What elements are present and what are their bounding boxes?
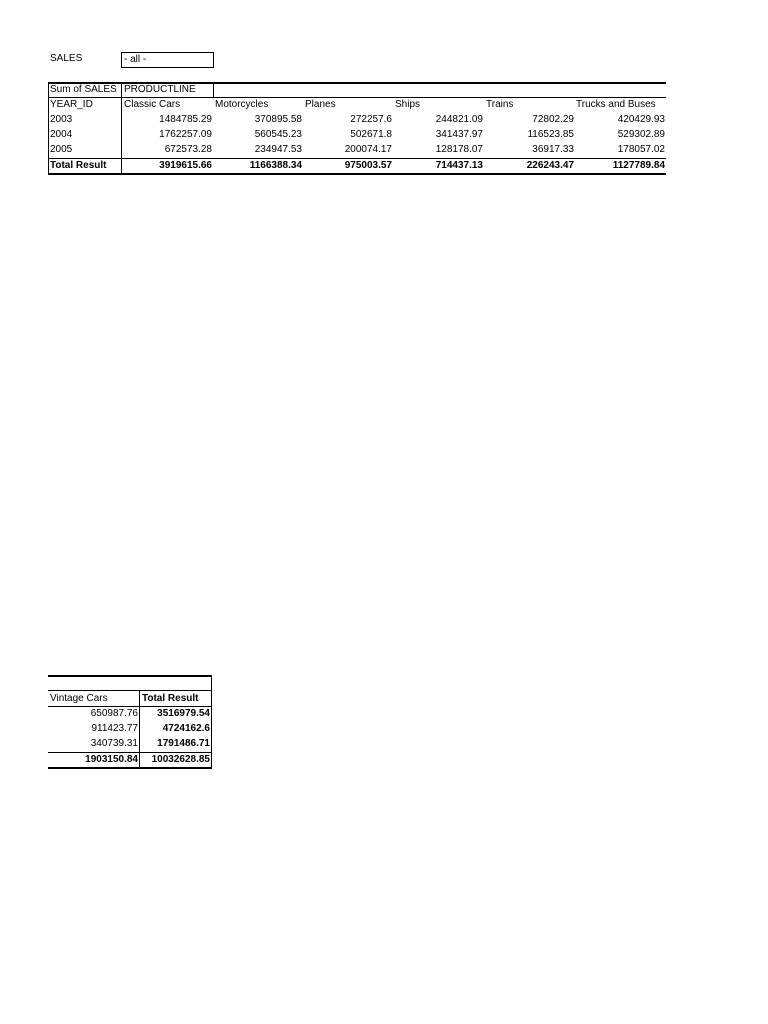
pivot-corner-label: Sum of SALES [50, 84, 117, 95]
total-cell: 1127789.84 [612, 160, 665, 171]
table-cell: 341437.97 [435, 129, 483, 140]
table-cell: 4724162.6 [162, 723, 210, 734]
filter-dropdown[interactable] [121, 52, 214, 68]
row-label: 2004 [50, 129, 73, 140]
table-cell: 116523.85 [527, 129, 574, 140]
pivot-columnfield-divider [213, 82, 214, 98]
table-cell: 650987.76 [90, 708, 138, 719]
table-cell: 72802.29 [532, 114, 574, 125]
column-header: Total Result [142, 693, 199, 704]
table-cell: 1762257.09 [159, 129, 212, 140]
table-cell: 370895.58 [254, 114, 302, 125]
table-cell: 502671.8 [350, 129, 392, 140]
pivot-column-field[interactable]: PRODUCTLINE [124, 84, 196, 95]
table-cell: 36917.33 [532, 144, 574, 155]
continuation-right-border [211, 675, 212, 769]
row-label: 2003 [50, 114, 73, 125]
total-row-label: Total Result [50, 160, 107, 171]
table-cell: 560545.23 [254, 129, 302, 140]
column-header: Motorcycles [215, 99, 269, 110]
total-cell: 714437.13 [435, 160, 483, 171]
table-cell: 911423.77 [91, 723, 138, 734]
filter-label: SALES [50, 53, 83, 64]
column-header: Classic Cars [124, 99, 181, 110]
pivot-left-border [48, 82, 49, 175]
table-cell: 3516979.54 [157, 708, 210, 719]
column-header: Trains [486, 99, 514, 110]
continuation-bottom-border [48, 767, 212, 769]
column-header: Ships [395, 99, 421, 110]
table-cell: 200074.17 [344, 144, 392, 155]
total-cell: 226243.47 [526, 160, 574, 171]
table-cell: 1791486.71 [157, 738, 210, 749]
total-cell: 10032628.85 [151, 754, 210, 765]
continuation-top-border [48, 675, 212, 677]
row-label: 2005 [50, 144, 73, 155]
pivot-row-field[interactable]: YEAR_ID [50, 99, 93, 110]
column-header: Planes [305, 99, 336, 110]
continuation-rule [48, 690, 212, 691]
table-cell: 178057.02 [617, 144, 665, 155]
table-cell: 244821.09 [435, 114, 483, 125]
column-header: Vintage Cars [50, 693, 108, 704]
total-cell: 3919615.66 [159, 160, 212, 171]
filter-value: - all - [124, 54, 147, 65]
total-cell: 1166388.34 [249, 160, 302, 171]
column-header: Trucks and Buses [576, 99, 656, 110]
table-cell: 128178.07 [435, 144, 483, 155]
table-cell: 420429.93 [617, 114, 665, 125]
total-cell: 975003.57 [344, 160, 392, 171]
total-cell: 1903150.84 [85, 754, 138, 765]
pivot-bottom-border [48, 173, 666, 175]
table-cell: 529302.89 [617, 129, 665, 140]
table-cell: 672573.28 [164, 144, 212, 155]
table-cell: 272257.6 [350, 114, 392, 125]
table-cell: 1484785.29 [159, 114, 212, 125]
table-cell: 234947.53 [254, 144, 302, 155]
table-cell: 340739.31 [90, 738, 138, 749]
